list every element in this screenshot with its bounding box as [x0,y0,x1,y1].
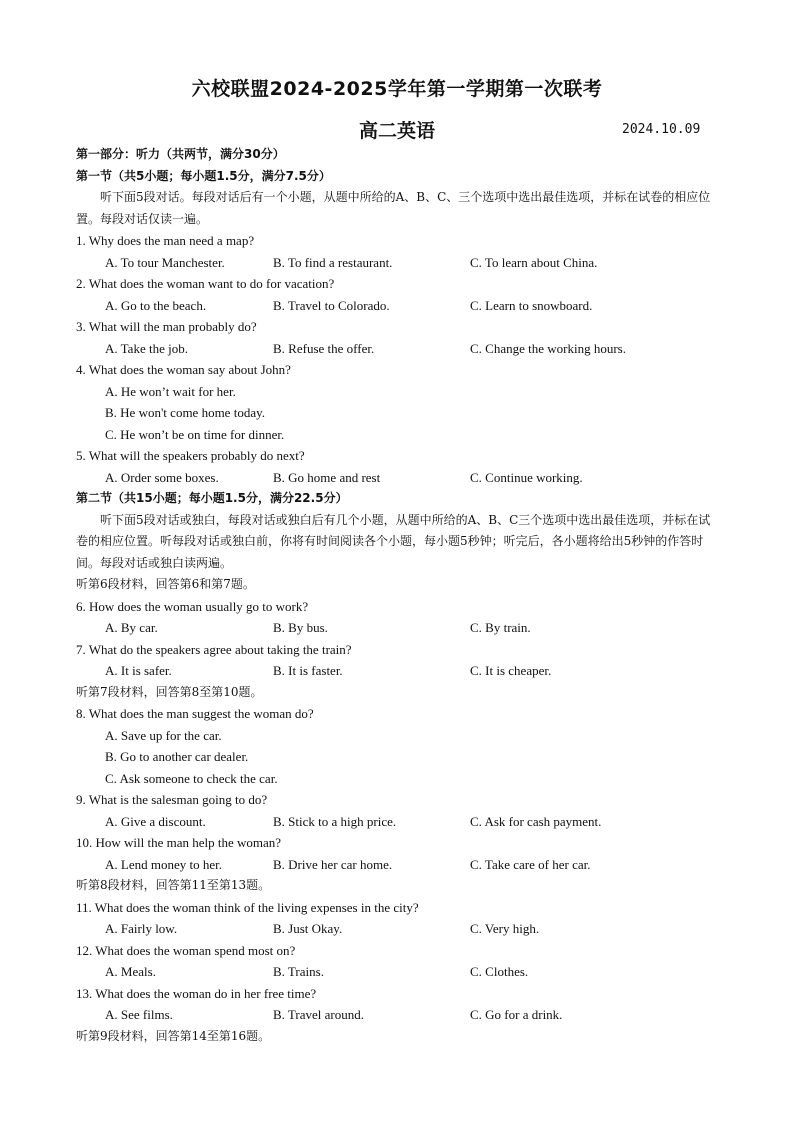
exam-content [76,144,722,1047]
section2-heading: 第二节（共15小题；每小题1.5分，满分22.5分） [76,491,348,505]
option-10b: B. Drive her car home. [273,856,393,872]
option-2b: B. Travel to Colorado. [273,297,390,313]
options-10 [76,854,722,876]
option-4a: A. He won’t wait for her. [105,383,236,399]
option-9c: C. Ask for cash payment. [470,813,602,829]
option-1c: C. To learn about China. [470,254,598,270]
option-1a: A. To tour Manchester. [105,254,225,270]
part1-heading: 第一部分：听力（共两节，满分30分） [76,147,285,161]
option-10c: C. Take care of her car. [470,856,591,872]
option-6a: A. By car. [105,620,158,635]
question-10: 10. How will the man help the woman? [76,835,282,850]
options-3 [76,338,722,360]
question-2: 2. What does the woman want to do for vacation? [76,276,335,291]
options-11 [76,918,722,940]
option-5b: B. Go home and rest [273,469,381,485]
question-8: 8. What does the man suggest the woman do? [76,706,314,721]
section2-instructions: 听下面5段对话或独白，每段对话或独白后有几个小题，从题中所给的A、B、C三个选项中选出最佳选项，并标在试卷的相应位置。听每段对话或独白前，你将有时间阅读各个小题，每小题5秒钟；听完后，各小题将给出5秒钟的作答时间。每段对话或独白读两遍。 [76,512,711,570]
material-9-info: 听第9段材料，回答第14至第16题。 [76,1028,271,1043]
question-11: 11. What does the woman think of the living expenses in the city? [76,899,419,915]
exam-subtitle: 高二英语 [358,120,435,142]
option-7c: C. It is cheaper. [470,663,552,678]
option-11a: A. Fairly low. [105,921,178,936]
option-6b: B. By bus. [273,620,328,635]
option-7b: B. It is faster. [273,663,343,678]
exam-title: 六校联盟2024-2025学年第一学期第一次联考 [191,78,603,100]
options-7 [76,660,722,682]
options-9 [76,811,722,833]
option-13a: A. See films. [105,1007,173,1022]
option-5a: A. Order some boxes. [105,469,219,485]
option-3a: A. Take the job. [105,340,188,356]
option-3c: C. Change the working hours. [470,340,626,356]
option-11c: C. Very high. [470,921,540,936]
section1-heading: 第一节（共5小题；每小题1.5分，满分7.5分） [76,168,331,183]
option-12c: C. Clothes. [470,964,529,979]
question-13: 13. What does the woman do in her free time? [76,985,317,1001]
option-9a: A. Give a discount. [105,813,206,829]
option-8c: C. Ask someone to check the car. [105,770,278,786]
options-5 [76,467,722,489]
options-13 [76,1004,722,1026]
option-12a: A. Meals. [105,964,156,979]
options-12 [76,961,722,983]
exam-date: 2024.10.09 [622,122,701,137]
option-11b: B. Just Okay. [273,921,343,936]
question-1: 1. Why does the man need a map? [76,233,255,248]
question-4: 4. What does the woman say about John? [76,362,291,377]
question-3: 3. What will the man probably do? [76,319,257,334]
question-9: 9. What is the salesman going to do? [76,792,268,807]
option-1b: B. To find a restaurant. [273,254,393,270]
option-9b: B. Stick to a high price. [273,813,397,829]
section1-instructions: 听下面5段对话。每段对话后有一个小题，从题中所给的A、B、C、三个选项中选出最佳选项，并标在试卷的相应位置。每段对话仅读一遍。 [76,190,711,226]
question-12: 12. What does the woman spend most on? [76,942,296,958]
question-5: 5. What will the speakers probably do next? [76,448,305,463]
question-6: 6. How does the woman usually go to work? [76,598,309,614]
option-3b: B. Refuse the offer. [273,340,375,356]
option-2c: C. Learn to snowboard. [470,297,593,313]
options-6 [76,617,722,639]
option-8b: B. Go to another car dealer. [105,749,249,764]
option-2a: A. Go to the beach. [105,297,207,313]
option-10a: A. Lend money to her. [105,856,222,872]
option-5c: C. Continue working. [470,469,583,485]
option-7a: A. It is safer. [105,663,172,678]
option-13c: C. Go for a drink. [470,1007,563,1022]
material-8-info: 听第8段材料，回答第11至第13题。 [76,878,271,892]
material-6-info: 听第6段材料，回答第6和第7题。 [76,577,255,591]
option-4b: B. He won't come home today. [105,405,265,420]
option-8a: A. Save up for the car. [105,727,222,743]
option-12b: B. Trains. [273,964,324,979]
option-4c: C. He won’t be on time for dinner. [105,426,285,442]
option-6c: C. By train. [470,620,531,635]
options-1 [76,252,722,274]
options-2 [76,295,722,317]
option-13b: B. Travel around. [273,1007,364,1022]
material-7-info: 听第7段材料，回答第8至第10题。 [76,684,263,699]
question-7: 7. What do the speakers agree about taking the train? [76,641,352,657]
